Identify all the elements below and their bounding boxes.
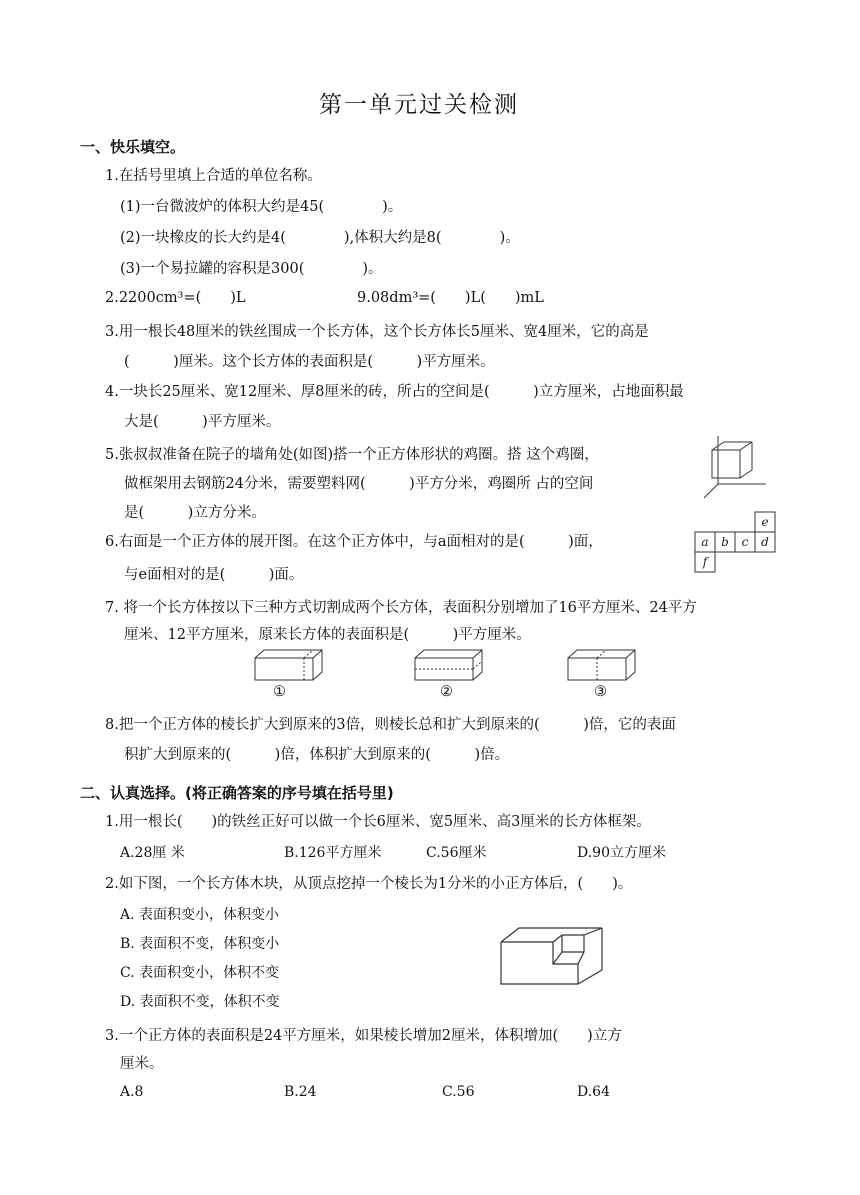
q7-line-2: 厘米、12平方厘米，原来长方体的表面积是( )平方厘米。: [124, 627, 531, 643]
s2-q3-option-a: A.8: [120, 1084, 144, 1100]
cuboid-cut-2-figure: [414, 648, 484, 682]
q1-sub-2: (2)一块橡皮的长大约是4( ),体积大约是8( )。: [120, 230, 520, 246]
q5-line-1: 5.张叔叔准备在院子的墙角处(如图)搭一个正方体形状的鸡圈。搭 这个鸡圈，: [105, 447, 599, 463]
q6-line-1: 6.右面是一个正方体的展开图。在这个正方体中，与a面相对的是( )面，: [105, 534, 603, 550]
cut-2-label: ②: [440, 684, 453, 700]
s2-q2-option-d: D. 表面积不变，体积不变: [120, 994, 280, 1010]
s2-q2-option-a: A. 表面积变小，体积变小: [120, 907, 280, 923]
q4-line-1: 4.一块长25厘米、宽12厘米、厚8厘米的砖，所占的空间是( )立方厘米，占地面积最: [105, 384, 684, 400]
page-title: 第一单元过关检测: [319, 92, 519, 118]
s2-q1-stem: 1.用一根长( )的铁丝正好可以做一个长6厘米、宽5厘米、高3厘米的长方体框架。: [105, 814, 651, 830]
s2-q2-stem: 2.如下图，一个长方体木块，从顶点挖掉一个棱长为1分米的小正方体后，( )。: [105, 876, 633, 892]
q3-line-1: 3.用一根长48厘米的铁丝围成一个长方体，这个长方体长5厘米、宽4厘米，它的高是: [105, 324, 649, 340]
q1-stem: 1.在括号里填上合适的单位名称。: [105, 168, 322, 184]
s2-q3-option-d: D.64: [577, 1084, 610, 1100]
net-face-f: f: [702, 555, 708, 569]
q6-line-2: 与e面相对的是( )面。: [124, 567, 304, 583]
q5-line-2: 做框架用去钢筋24分米，需要塑料网( )平方分米，鸡圈所 占的空间: [124, 476, 594, 492]
s2-q2-option-c: C. 表面积变小，体积不变: [120, 965, 280, 981]
s2-q1-option-c: C.56厘米: [426, 845, 487, 861]
q2-part-a: 2.2200cm³=( )L: [105, 290, 246, 306]
q2-part-b: 9.08dm³=( )L( )mL: [357, 290, 544, 306]
s2-q1-option-d: D.90立方厘米: [577, 845, 666, 861]
cuboid-cut-1-figure: [254, 648, 324, 682]
cut-3-label: ③: [594, 684, 607, 700]
cuboid-cut-3-figure: [567, 648, 637, 682]
s2-q3-option-b: B.24: [284, 1084, 317, 1100]
notched-cuboid-figure: [498, 926, 606, 986]
s2-q3-line-1: 3.一个正方体的表面积是24平方厘米，如果棱长增加2厘米，体积增加( )立方: [105, 1028, 622, 1044]
cut-1-label: ①: [273, 684, 286, 700]
q8-line-1: 8.把一个正方体的棱长扩大到原来的3倍，则棱长总和扩大到原来的( )倍，它的表面: [105, 717, 676, 733]
q1-sub-1: (1)一台微波炉的体积大约是45( )。: [120, 199, 403, 215]
net-face-e: e: [761, 515, 769, 529]
q3-line-2: ( )厘米。这个长方体的表面积是( )平方厘米。: [124, 354, 495, 370]
net-face-d: d: [761, 535, 769, 549]
cube-net-figure: [690, 511, 778, 575]
q5-line-3: 是( )立方分米。: [124, 505, 266, 521]
q1-sub-3: (3)一个易拉罐的容积是300( )。: [120, 261, 383, 277]
net-face-c: c: [741, 535, 749, 549]
s2-q1-option-a: A.28厘 米: [120, 845, 185, 861]
q8-line-2: 积扩大到原来的( )倍，体积扩大到原来的( )倍。: [124, 747, 510, 763]
s2-q3-line-2: 厘米。: [120, 1056, 164, 1072]
s2-q1-option-b: B.126平方厘米: [284, 845, 382, 861]
q7-line-1: 7. 将一个长方体按以下三种方式切割成两个长方体，表面积分别增加了16平方厘米、24平方: [105, 600, 697, 616]
net-face-b: b: [721, 535, 729, 549]
q4-line-2: 大是( )平方厘米。: [124, 414, 281, 430]
section-1-heading: 一、快乐填空。: [80, 138, 186, 156]
corner-cube-figure: [700, 434, 770, 500]
section-2-heading: 二、认真选择。(将正确答案的序号填在括号里): [80, 784, 394, 802]
s2-q2-option-b: B. 表面积不变，体积变小: [120, 936, 280, 952]
net-face-a: a: [701, 535, 709, 549]
s2-q3-option-c: C.56: [442, 1084, 475, 1100]
